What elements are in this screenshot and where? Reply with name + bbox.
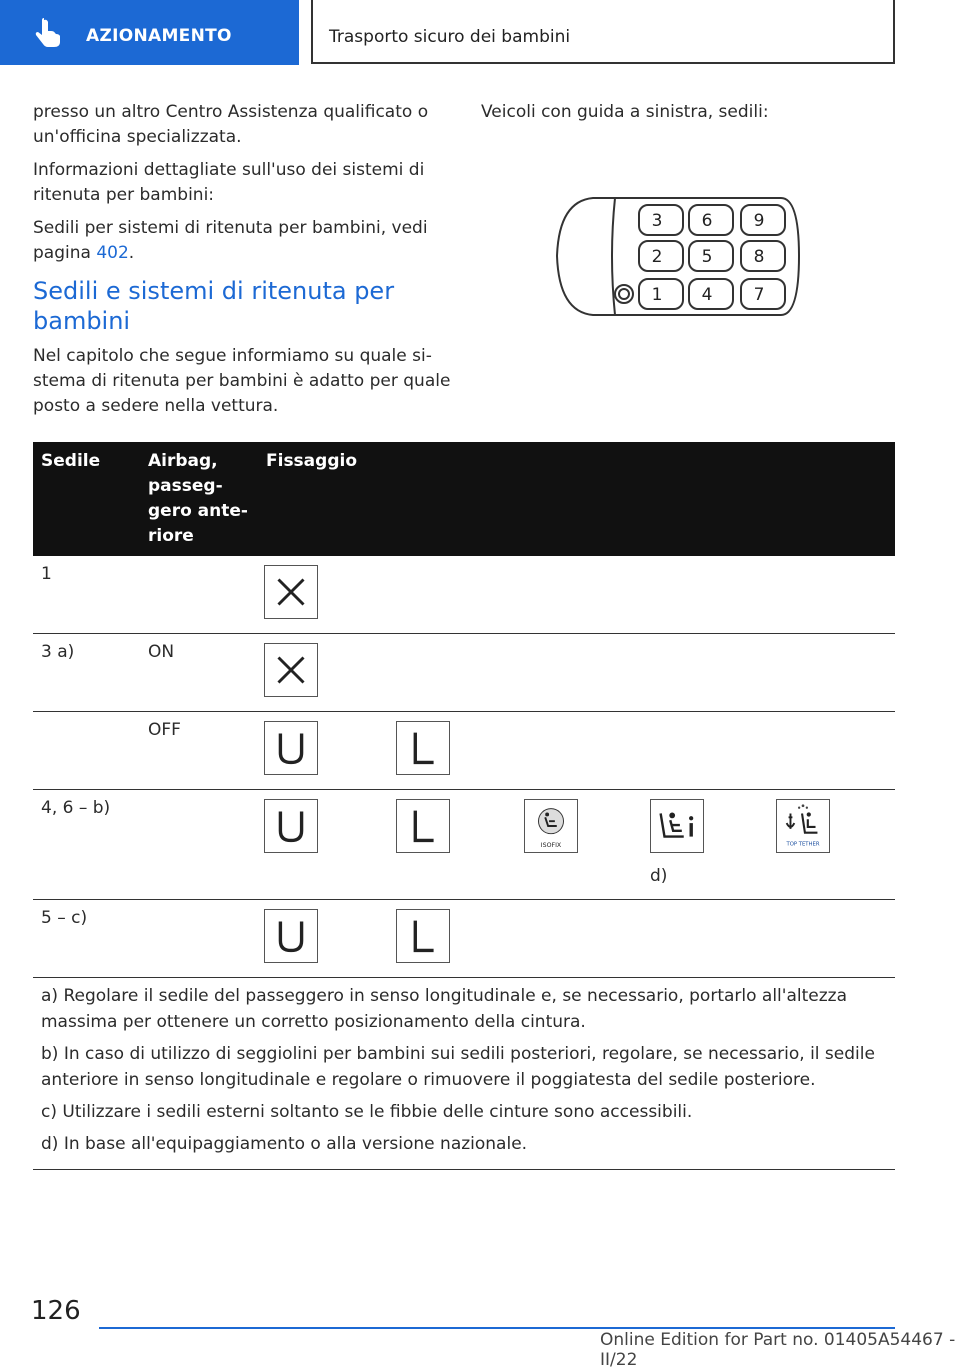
- section-heading: Sedili e sistemi di ritenuta per bambini: [33, 277, 395, 335]
- seat-cell: 5 – c): [41, 908, 88, 928]
- seat-number: 3: [651, 211, 663, 231]
- footer-divider: [99, 1327, 895, 1329]
- right-column: [481, 100, 895, 125]
- page-number: 126: [31, 1296, 81, 1326]
- column-header: Sedile: [41, 451, 101, 471]
- isofix-label: ISOFIX: [540, 842, 562, 850]
- left-column: [33, 100, 453, 427]
- seat-number: 7: [753, 285, 765, 305]
- diagram-caption: Veicoli con guida a sinistra, sedili:: [481, 102, 769, 122]
- table-row: [33, 556, 895, 634]
- seat-number: 9: [753, 211, 765, 231]
- seat-number: 5: [701, 247, 713, 267]
- seat-cell: 3 a): [41, 642, 75, 662]
- seat-number: 2: [651, 247, 663, 267]
- edition-note: Online Edition for Part no. 01405A54467 - II/22: [600, 1330, 956, 1370]
- footnote: a) Regolare il sedile del passeggero in senso longitudinale e, se necessario, portarlo all'altezza massima per ottenere un corretto posizionamento della cintura.: [41, 986, 847, 1032]
- seat-number: 6: [701, 211, 713, 231]
- seat-cell: 4, 6 – b): [41, 798, 111, 818]
- l-icon: [396, 799, 450, 853]
- top-tether-icon: [776, 799, 830, 853]
- table-footnotes: [33, 976, 895, 1170]
- airbag-cell: ON: [148, 642, 175, 662]
- isofix-icon: [524, 799, 578, 853]
- paragraph-text: Sedili per sistemi di ritenuta per bambini, vedi pagina: [33, 218, 428, 263]
- table-row: [33, 790, 895, 900]
- footnote: c) Utilizzare i sedili esterni soltanto se le fibbie delle cinture sono accessibili.: [41, 1102, 693, 1122]
- paragraph: [33, 216, 453, 266]
- seat-number: 1: [651, 285, 663, 305]
- footnote-ref: d): [650, 866, 668, 886]
- u-icon: [264, 799, 318, 853]
- seat-number: 8: [753, 247, 765, 267]
- paragraph: Informazioni dettagliate sull'uso dei sistemi di ritenuta per bambini:: [33, 160, 425, 205]
- x-icon: [264, 643, 318, 697]
- section-label: AZIONAMENTO: [86, 26, 232, 46]
- section-tab: [0, 0, 299, 65]
- table-row: [33, 900, 895, 978]
- footnote: d) In base all'equipaggiamento o alla versione nazionale.: [41, 1134, 528, 1154]
- child-seat-info-icon: [650, 799, 704, 853]
- seat-number: 4: [701, 285, 713, 305]
- child-seat-table: [33, 442, 895, 978]
- table-header: [33, 442, 895, 556]
- table-row: [33, 634, 895, 712]
- footnote: b) In caso di utilizzo di seggiolini per bambini sui sedili posteriori, regolare, se necessario, il sedile anteriore in senso longitudinale e regolare o rimuovere il poggiatesta del sedile posteriore.: [41, 1044, 875, 1090]
- paragraph: presso un altro Centro Assistenza qualificato o un'officina specializzata.: [33, 102, 429, 147]
- u-icon: [264, 909, 318, 963]
- airbag-cell: OFF: [148, 720, 181, 740]
- l-icon: [396, 721, 450, 775]
- u-icon: [264, 721, 318, 775]
- page-link[interactable]: 402: [96, 243, 129, 263]
- column-header: Airbag, passeggero anteriore: [148, 451, 248, 546]
- paragraph-end: .: [128, 243, 135, 263]
- x-icon: [264, 565, 318, 619]
- header-title-box: [311, 0, 895, 64]
- paragraph: Nel capitolo che segue informiamo su quale sistema di ritenuta per bambini è adatto per quale posto a sedere nella vettura.: [33, 346, 451, 416]
- table-row: [33, 712, 895, 790]
- l-icon: [396, 909, 450, 963]
- page-title: Trasporto sicuro dei bambini: [329, 27, 571, 47]
- seat-cell: 1: [41, 564, 52, 584]
- seat-layout-diagram: [553, 194, 803, 319]
- column-header: Fissaggio: [266, 451, 357, 471]
- hand-pointer-icon: [34, 18, 62, 48]
- top-tether-label: TOP TETHER: [786, 841, 820, 848]
